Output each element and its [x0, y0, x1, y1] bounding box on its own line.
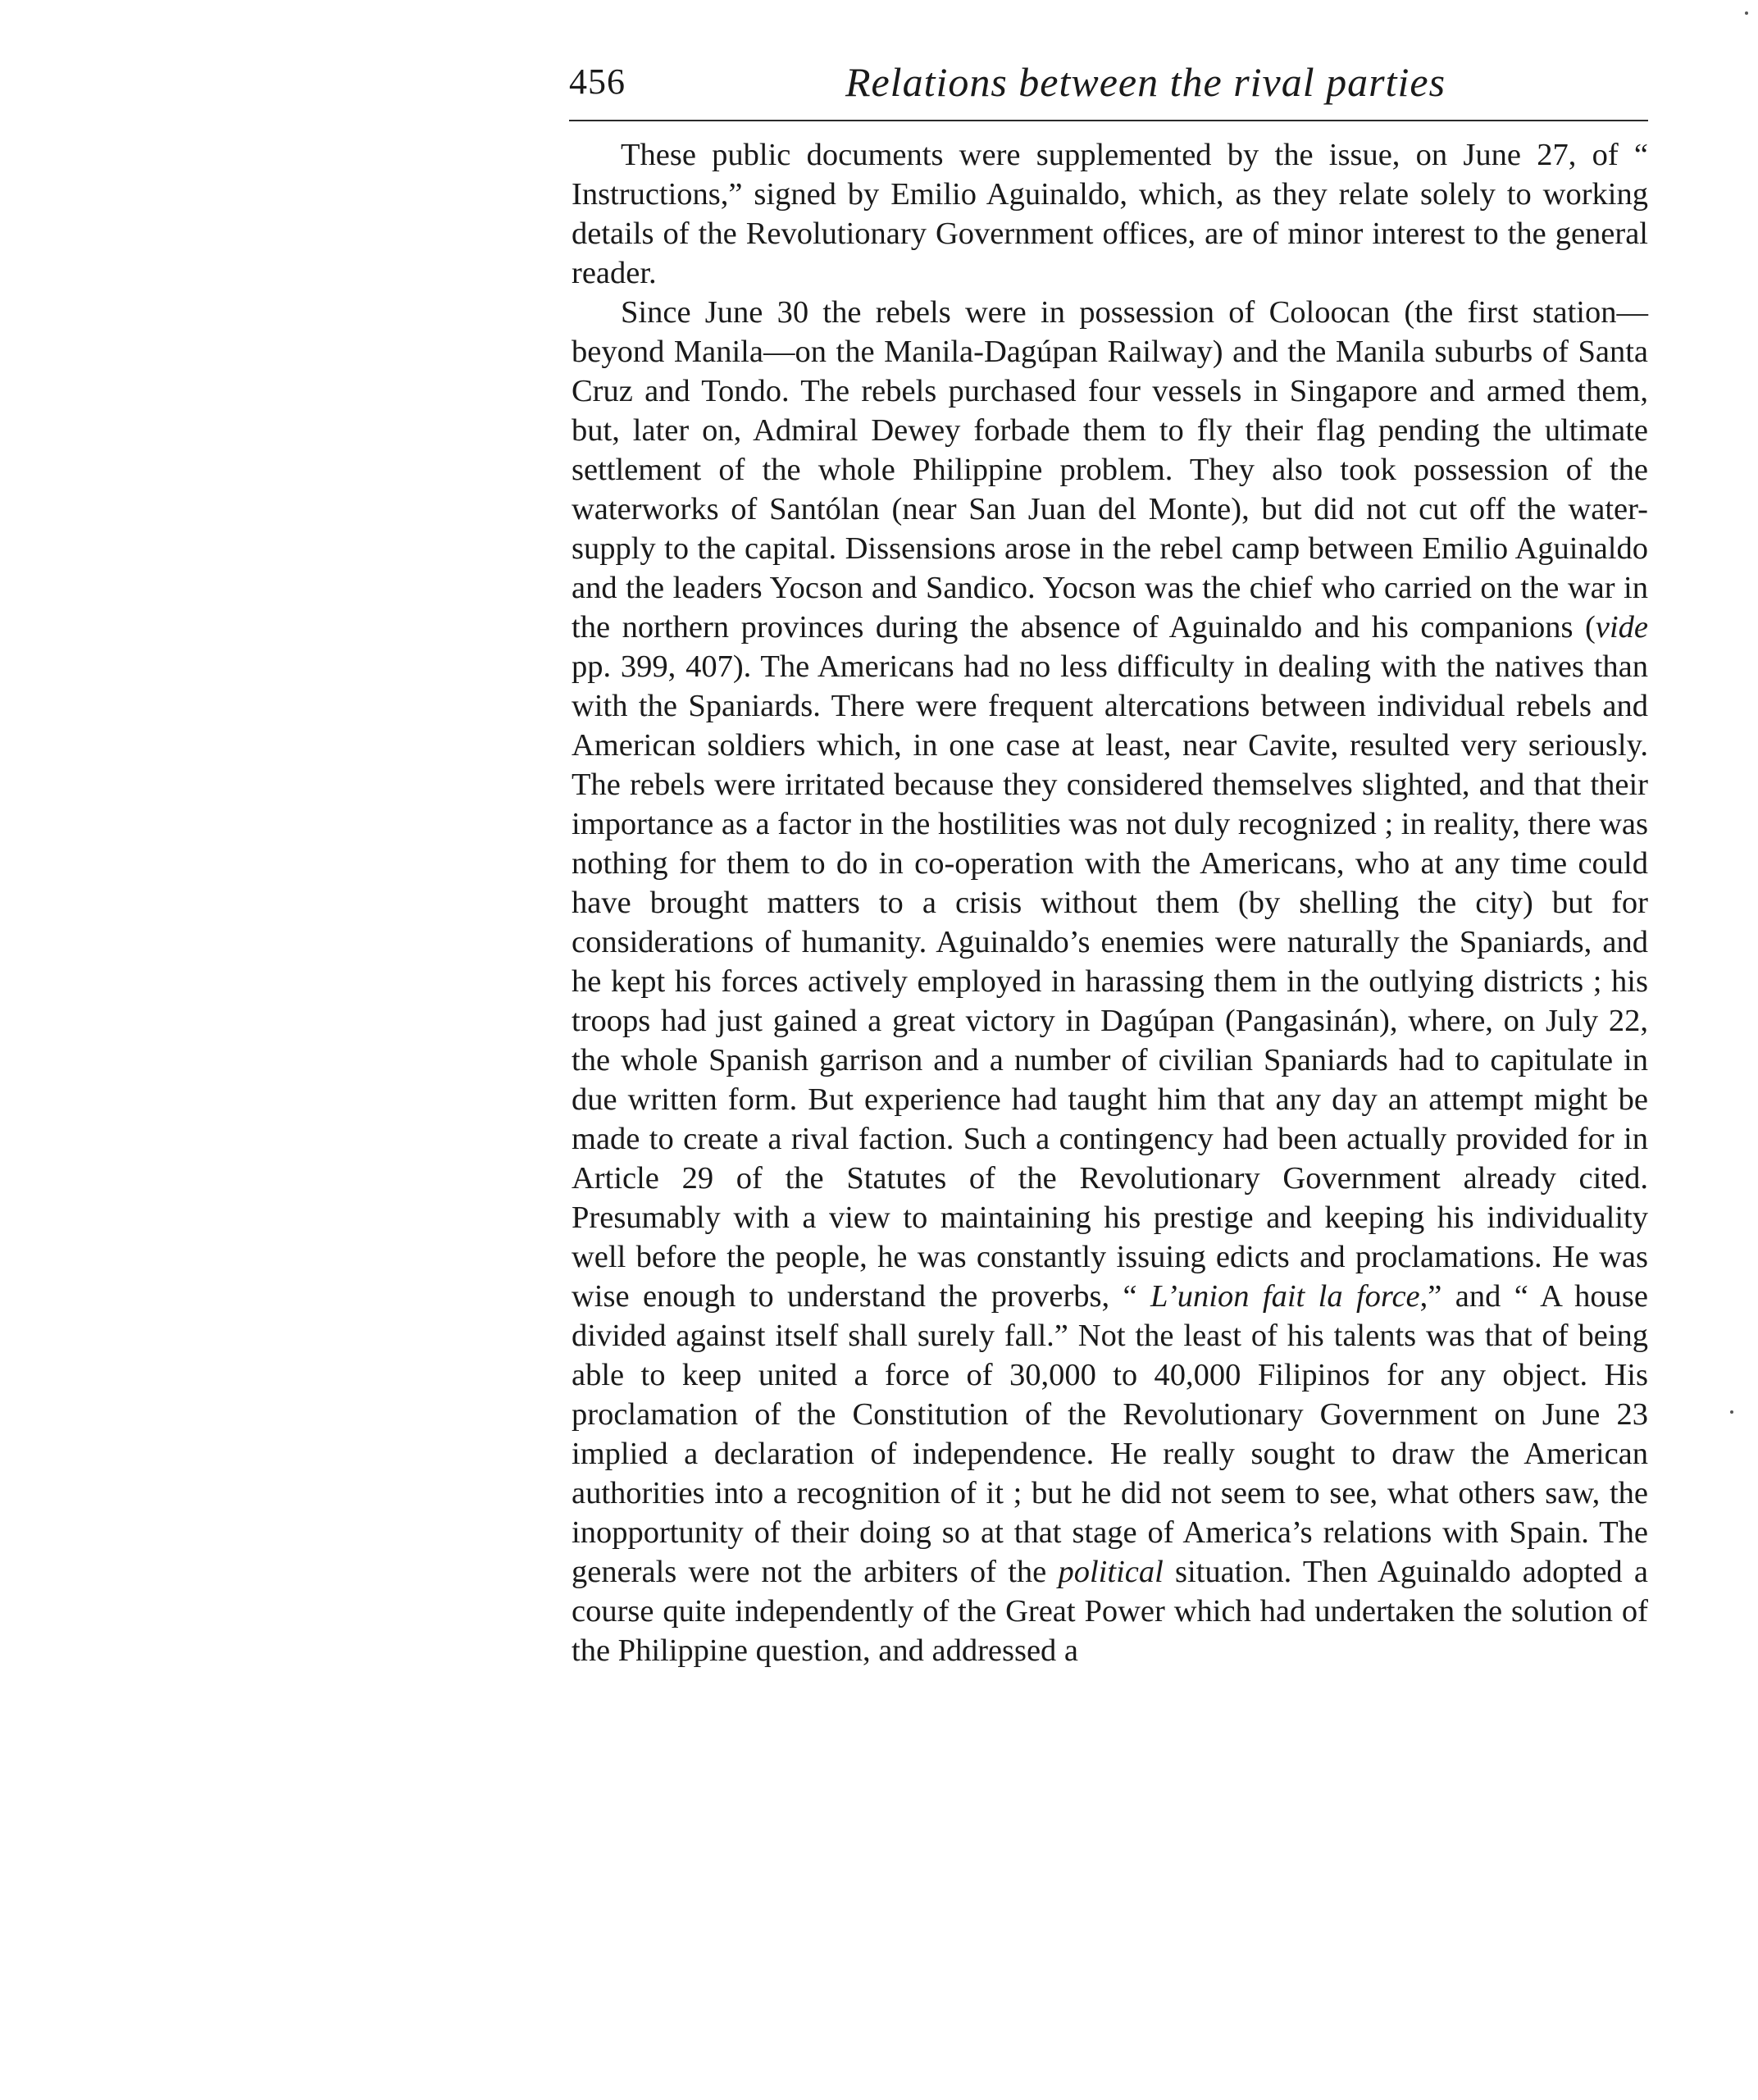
paragraph-2-text-d: situation. Then Aguinaldo adopted a course quite independently of the Great Power which had undertaken the solution of the Philippine question, and addressed a: [572, 1555, 1648, 1668]
running-title: Relations between the rival parties: [845, 59, 1446, 105]
paragraph-2: [572, 293, 1648, 1670]
paragraph-2-text-a: Since June 30 the rebels were in possession of Coloocan (the first station—beyond Manila—on the Manila-Dagúpan Railway) and the Manila suburbs of Santa Cruz and Tondo. The rebels purchased four vessels in Singapore and armed them, but, later on, Admiral Dewey forbade them to fly their flag pending the ultimate settlement of the whole Philippine problem. They also took possession of the waterworks of Santólan (near San Juan del Monte), but did not cut off the water-supply to the capital. Dissensions arose in the rebel camp between Emilio Aguinaldo and the leaders Yocson and Sandico. Yocson was the chief who carried on the war in the northern provinces during the absence of Aguinaldo and his companions (: [572, 295, 1648, 645]
header-rule: [569, 120, 1648, 121]
italic-vide: vide: [1595, 610, 1648, 645]
paragraph-2-text-c: ,” and “ A house divided against itself shall surely fall.” Not the least of his talents was that of being able to keep united a force of 30,000 to 40,000 Filipinos for any object. His proclamation of the Constitution of the Revolutionary Government on June 23 implied a declaration of independence. He really sought to draw the American authorities into a recognition of it ; but he did not seem to see, what others saw, the inopportunity of their doing so at that stage of America’s relations with Spain. The generals were not the arbiters of the: [572, 1279, 1648, 1589]
italic-political: political: [1058, 1555, 1164, 1589]
italic-proverb: L’union fait la force: [1150, 1279, 1420, 1314]
paragraph-2-text-b: pp. 399, 407). The Americans had no less difficulty in dealing with the natives than with the Spaniards. There were frequent altercations between individual rebels and American soldiers which, in one case at least, near Cavite, resulted very seriously. The rebels were irritated because they considered themselves slighted, and that their importance as a factor in the hostilities was not duly recognized ; in reality, there was nothing for them to do in co-operation with the Americans, who at any time could have brought matters to a crisis without them (by shelling the city) but for considerations of humanity. Aguinaldo’s enemies were naturally the Spaniards, and he kept his forces actively employed in harassing them in the outlying districts ; his troops had just gained a great victory in Dagúpan (Pangasinán), where, on July 22, the whole Spanish garrison and a number of civilian Spaniards had to capitulate in due written form. But experience had taught him that any day an attempt might be made to create a rival faction. Such a contingency had been actually provided for in Article 29 of the Statutes of the Revolutionary Government already cited. Presumably with a view to maintaining his prestige and keeping his individuality well before the people, he was constantly issuing edicts and proclamations. He was wise enough to understand the proverbs, “: [572, 649, 1648, 1314]
page-header: [569, 57, 1648, 115]
scan-speck-top: [1745, 11, 1748, 15]
paragraph-1: [572, 135, 1648, 293]
paragraph-1-text: These public documents were supplemented by the issue, on June 27, of “ Instructions,” signed by Emilio Aguinaldo, which, as they relate solely to working details of the Revolutionary Government offices, are of minor interest to the general reader.: [572, 138, 1648, 290]
body-text: [572, 135, 1648, 1670]
page-number: 456: [569, 61, 626, 102]
scan-speck-margin: [1730, 1410, 1733, 1414]
